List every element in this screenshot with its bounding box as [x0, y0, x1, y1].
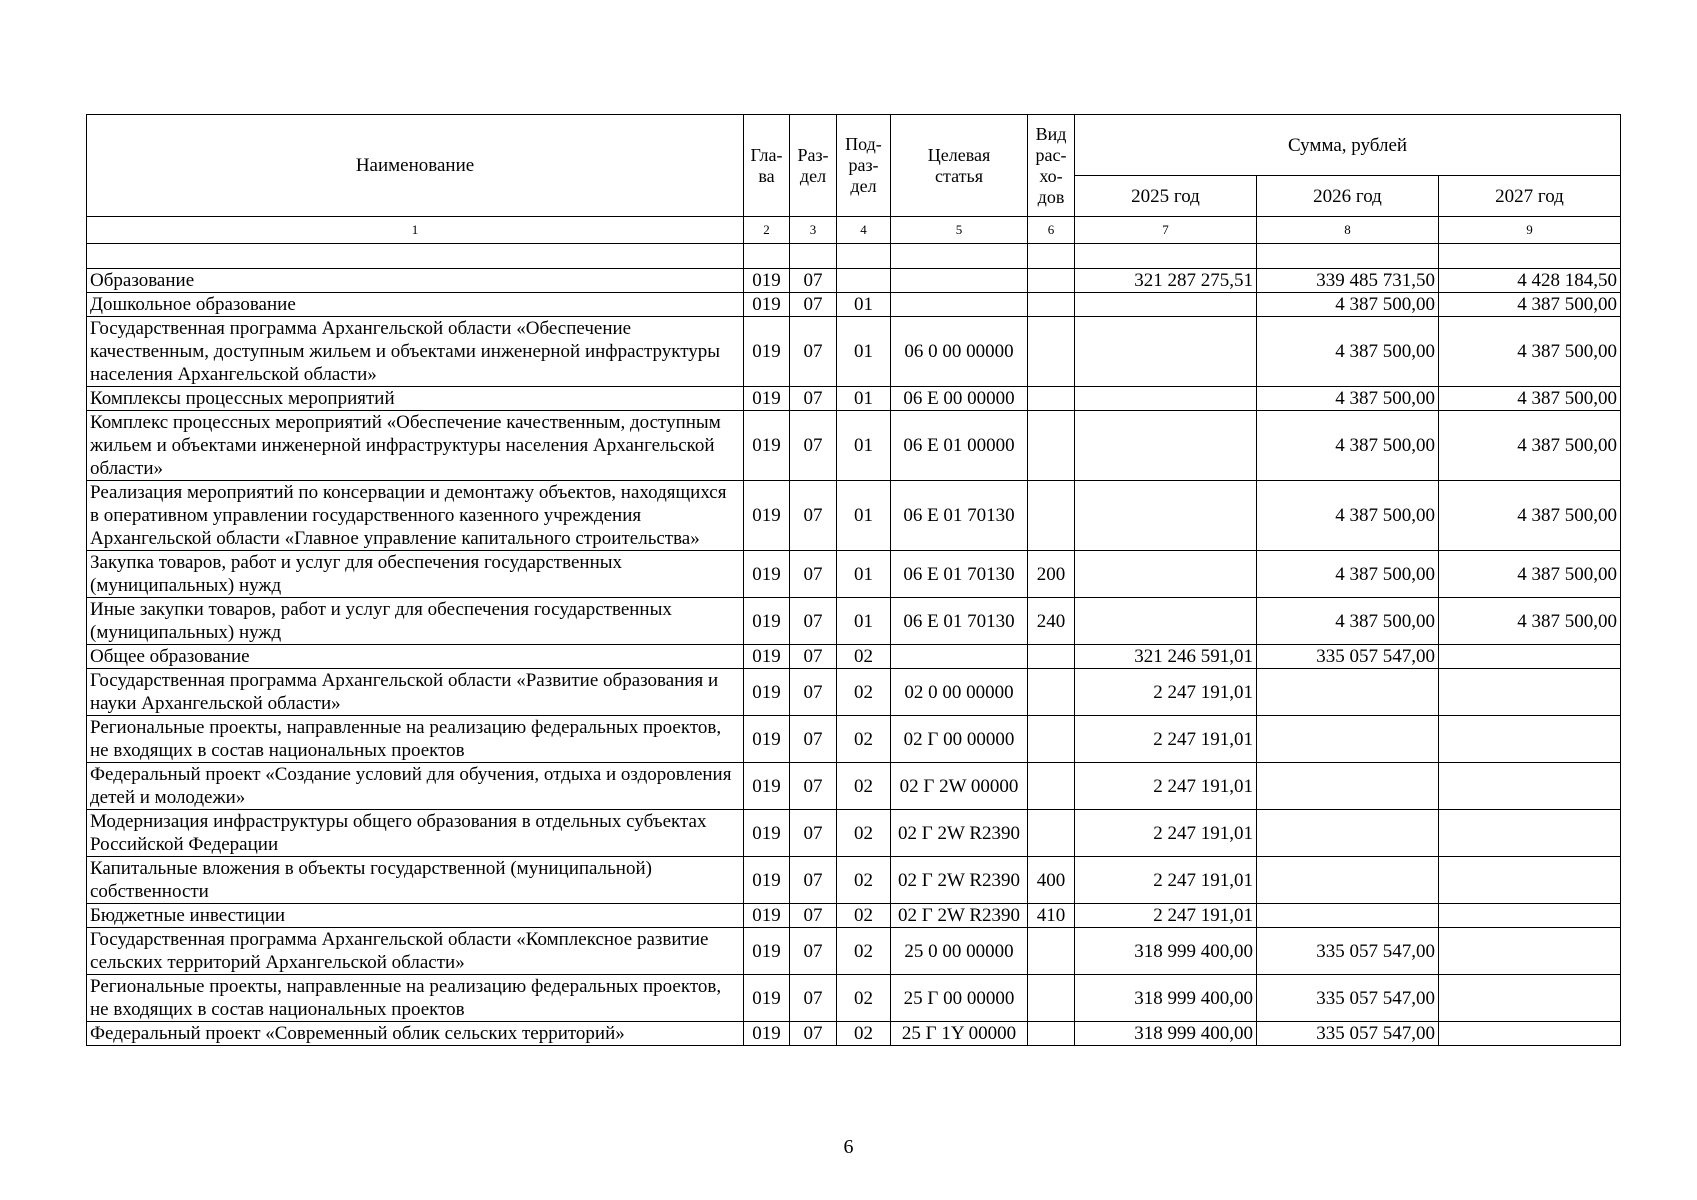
row-section: 07 — [790, 481, 837, 551]
row-chapter: 019 — [744, 551, 790, 598]
table-row — [87, 645, 1621, 669]
column-index-row — [87, 217, 1621, 244]
column-index: 9 — [1439, 217, 1621, 244]
table-body — [87, 269, 1621, 1046]
row-section: 07 — [790, 645, 837, 669]
row-name: Региональные проекты, направленные на реализацию федеральных проектов, не входящих в состав национальных проектов — [87, 975, 744, 1022]
row-chapter: 019 — [744, 293, 790, 317]
row-name: Модернизация инфраструктуры общего образования в отдельных субъектах Российской Федерации — [87, 810, 744, 857]
row-amount-2027: 4 387 500,00 — [1439, 411, 1621, 481]
row-amount-2027 — [1439, 669, 1621, 716]
row-chapter: 019 — [744, 269, 790, 293]
row-amount-2026: 4 387 500,00 — [1257, 551, 1439, 598]
row-amount-2026 — [1257, 857, 1439, 904]
row-amount-2027: 4 387 500,00 — [1439, 293, 1621, 317]
row-name: Федеральный проект «Современный облик сельских территорий» — [87, 1022, 744, 1046]
row-amount-2027 — [1439, 904, 1621, 928]
row-subsection: 01 — [837, 481, 891, 551]
row-target: 06 Е 01 70130 — [891, 598, 1028, 645]
row-chapter: 019 — [744, 763, 790, 810]
row-name: Образование — [87, 269, 744, 293]
row-target: 06 Е 00 00000 — [891, 387, 1028, 411]
row-name: Комплексы процессных мероприятий — [87, 387, 744, 411]
row-subsection: 02 — [837, 975, 891, 1022]
table-row — [87, 269, 1621, 293]
column-index: 5 — [891, 217, 1028, 244]
header-subsection: Под- раз- дел — [837, 115, 891, 217]
row-name: Дошкольное образование — [87, 293, 744, 317]
row-amount-2026 — [1257, 669, 1439, 716]
row-target: 25 0 00 00000 — [891, 928, 1028, 975]
row-subsection: 02 — [837, 669, 891, 716]
row-amount-2025 — [1075, 387, 1257, 411]
row-name: Государственная программа Архангельской области «Обеспечение качественным, доступным жильем и объектами инженерной инфраструктуры населения Архангельской области» — [87, 317, 744, 387]
row-target — [891, 293, 1028, 317]
row-subsection: 02 — [837, 928, 891, 975]
row-expense-type — [1028, 669, 1075, 716]
row-section: 07 — [790, 1022, 837, 1046]
row-expense-type — [1028, 975, 1075, 1022]
table-row — [87, 411, 1621, 481]
row-amount-2025: 2 247 191,01 — [1075, 763, 1257, 810]
row-amount-2027 — [1439, 1022, 1621, 1046]
row-chapter: 019 — [744, 669, 790, 716]
row-section: 07 — [790, 716, 837, 763]
page-number: 6 — [843, 1136, 854, 1158]
row-subsection: 01 — [837, 317, 891, 387]
row-amount-2027: 4 387 500,00 — [1439, 387, 1621, 411]
row-amount-2026: 4 387 500,00 — [1257, 293, 1439, 317]
table-row — [87, 928, 1621, 975]
table-row — [87, 598, 1621, 645]
row-section: 07 — [790, 904, 837, 928]
row-amount-2026: 335 057 547,00 — [1257, 928, 1439, 975]
row-amount-2026: 4 387 500,00 — [1257, 317, 1439, 387]
row-amount-2025 — [1075, 598, 1257, 645]
header-year-2027: 2027 год — [1439, 176, 1621, 217]
row-expense-type — [1028, 763, 1075, 810]
column-index: 7 — [1075, 217, 1257, 244]
row-chapter: 019 — [744, 645, 790, 669]
row-amount-2026 — [1257, 716, 1439, 763]
row-name: Региональные проекты, направленные на реализацию федеральных проектов, не входящих в состав национальных проектов — [87, 716, 744, 763]
row-name: Общее образование — [87, 645, 744, 669]
row-expense-type — [1028, 716, 1075, 763]
row-expense-type — [1028, 317, 1075, 387]
row-target: 06 0 00 00000 — [891, 317, 1028, 387]
table-row — [87, 810, 1621, 857]
column-index: 2 — [744, 217, 790, 244]
row-expense-type — [1028, 269, 1075, 293]
row-amount-2027 — [1439, 716, 1621, 763]
row-chapter: 019 — [744, 810, 790, 857]
table-row — [87, 857, 1621, 904]
row-amount-2025 — [1075, 293, 1257, 317]
header-target: Целевая статья — [891, 115, 1028, 217]
row-section: 07 — [790, 411, 837, 481]
row-expense-type — [1028, 481, 1075, 551]
row-chapter: 019 — [744, 481, 790, 551]
row-section: 07 — [790, 317, 837, 387]
row-expense-type — [1028, 645, 1075, 669]
row-amount-2027 — [1439, 810, 1621, 857]
row-amount-2026: 4 387 500,00 — [1257, 598, 1439, 645]
row-amount-2027 — [1439, 975, 1621, 1022]
header-year-2025: 2025 год — [1075, 176, 1257, 217]
table-row — [87, 669, 1621, 716]
row-amount-2027: 4 387 500,00 — [1439, 598, 1621, 645]
row-target: 06 Е 01 70130 — [891, 551, 1028, 598]
row-amount-2025: 318 999 400,00 — [1075, 1022, 1257, 1046]
row-section: 07 — [790, 293, 837, 317]
row-name: Капитальные вложения в объекты государственной (муниципальной) собственности — [87, 857, 744, 904]
header-expense-type: Вид рас- хо- дов — [1028, 115, 1075, 217]
row-amount-2027 — [1439, 928, 1621, 975]
row-target: 06 Е 01 70130 — [891, 481, 1028, 551]
table-row — [87, 904, 1621, 928]
row-amount-2025: 318 999 400,00 — [1075, 928, 1257, 975]
row-subsection: 02 — [837, 763, 891, 810]
row-section: 07 — [790, 669, 837, 716]
row-subsection: 01 — [837, 293, 891, 317]
row-amount-2026 — [1257, 810, 1439, 857]
row-target: 02 Г 2W R2390 — [891, 904, 1028, 928]
row-amount-2025: 321 246 591,01 — [1075, 645, 1257, 669]
header-name: Наименование — [87, 115, 744, 217]
row-subsection: 02 — [837, 716, 891, 763]
table-row — [87, 387, 1621, 411]
row-name: Комплекс процессных мероприятий «Обеспечение качественным, доступным жильем и объектами инженерной инфраструктуры населения Архангельской области» — [87, 411, 744, 481]
row-expense-type: 240 — [1028, 598, 1075, 645]
row-expense-type: 200 — [1028, 551, 1075, 598]
row-target: 25 Г 1Y 00000 — [891, 1022, 1028, 1046]
row-section: 07 — [790, 857, 837, 904]
row-name: Закупка товаров, работ и услуг для обеспечения государственных (муниципальных) нужд — [87, 551, 744, 598]
row-amount-2025 — [1075, 551, 1257, 598]
row-target: 02 Г 2W 00000 — [891, 763, 1028, 810]
row-section: 07 — [790, 810, 837, 857]
row-chapter: 019 — [744, 1022, 790, 1046]
table-row — [87, 481, 1621, 551]
row-chapter: 019 — [744, 904, 790, 928]
row-amount-2026: 335 057 547,00 — [1257, 1022, 1439, 1046]
row-amount-2025: 318 999 400,00 — [1075, 975, 1257, 1022]
row-chapter: 019 — [744, 857, 790, 904]
row-subsection: 02 — [837, 810, 891, 857]
column-index: 1 — [87, 217, 744, 244]
budget-table — [86, 114, 1621, 1046]
row-expense-type — [1028, 1022, 1075, 1046]
row-section: 07 — [790, 387, 837, 411]
row-target: 02 0 00 00000 — [891, 669, 1028, 716]
table-row — [87, 716, 1621, 763]
row-name: Бюджетные инвестиции — [87, 904, 744, 928]
row-section: 07 — [790, 975, 837, 1022]
row-name: Государственная программа Архангельской области «Развитие образования и науки Архангельской области» — [87, 669, 744, 716]
row-subsection: 02 — [837, 857, 891, 904]
row-section: 07 — [790, 928, 837, 975]
row-amount-2026: 4 387 500,00 — [1257, 411, 1439, 481]
row-target: 02 Г 2W R2390 — [891, 810, 1028, 857]
row-target: 06 Е 01 00000 — [891, 411, 1028, 481]
row-expense-type — [1028, 293, 1075, 317]
row-target: 02 Г 00 00000 — [891, 716, 1028, 763]
row-amount-2025: 2 247 191,01 — [1075, 669, 1257, 716]
row-amount-2025 — [1075, 411, 1257, 481]
table-row — [87, 317, 1621, 387]
row-subsection: 01 — [837, 411, 891, 481]
row-section: 07 — [790, 598, 837, 645]
table-row — [87, 551, 1621, 598]
row-amount-2027 — [1439, 857, 1621, 904]
row-amount-2026: 4 387 500,00 — [1257, 387, 1439, 411]
row-subsection: 02 — [837, 645, 891, 669]
header-section: Раз- дел — [790, 115, 837, 217]
row-expense-type — [1028, 387, 1075, 411]
row-chapter: 019 — [744, 411, 790, 481]
header-chapter: Гла- ва — [744, 115, 790, 217]
row-amount-2026: 4 387 500,00 — [1257, 481, 1439, 551]
row-amount-2025: 2 247 191,01 — [1075, 716, 1257, 763]
row-subsection: 01 — [837, 551, 891, 598]
row-amount-2027: 4 387 500,00 — [1439, 317, 1621, 387]
row-target: 25 Г 00 00000 — [891, 975, 1028, 1022]
row-subsection: 02 — [837, 904, 891, 928]
row-expense-type — [1028, 411, 1075, 481]
row-chapter: 019 — [744, 317, 790, 387]
column-index: 6 — [1028, 217, 1075, 244]
row-amount-2025 — [1075, 481, 1257, 551]
row-expense-type: 400 — [1028, 857, 1075, 904]
header-year-2026: 2026 год — [1257, 176, 1439, 217]
row-amount-2027 — [1439, 645, 1621, 669]
table-row — [87, 1022, 1621, 1046]
row-subsection: 01 — [837, 598, 891, 645]
row-amount-2027 — [1439, 763, 1621, 810]
row-chapter: 019 — [744, 928, 790, 975]
table-row — [87, 975, 1621, 1022]
row-amount-2026: 339 485 731,50 — [1257, 269, 1439, 293]
row-expense-type — [1028, 928, 1075, 975]
table-row — [87, 763, 1621, 810]
row-target: 02 Г 2W R2390 — [891, 857, 1028, 904]
row-name: Государственная программа Архангельской области «Комплексное развитие сельских территорий Архангельской области» — [87, 928, 744, 975]
row-amount-2027: 4 428 184,50 — [1439, 269, 1621, 293]
row-amount-2027: 4 387 500,00 — [1439, 481, 1621, 551]
row-amount-2025 — [1075, 317, 1257, 387]
row-amount-2026: 335 057 547,00 — [1257, 975, 1439, 1022]
row-subsection — [837, 269, 891, 293]
row-target — [891, 269, 1028, 293]
row-target — [891, 645, 1028, 669]
row-subsection: 01 — [837, 387, 891, 411]
column-index: 8 — [1257, 217, 1439, 244]
column-index: 3 — [790, 217, 837, 244]
row-amount-2025: 2 247 191,01 — [1075, 857, 1257, 904]
header-sum: Сумма, рублей — [1075, 115, 1621, 176]
row-chapter: 019 — [744, 975, 790, 1022]
row-name: Федеральный проект «Создание условий для обучения, отдыха и оздоровления детей и молодежи» — [87, 763, 744, 810]
row-section: 07 — [790, 763, 837, 810]
row-chapter: 019 — [744, 598, 790, 645]
row-expense-type: 410 — [1028, 904, 1075, 928]
row-name: Иные закупки товаров, работ и услуг для обеспечения государственных (муниципальных) нужд — [87, 598, 744, 645]
row-expense-type — [1028, 810, 1075, 857]
row-amount-2027: 4 387 500,00 — [1439, 551, 1621, 598]
row-amount-2025: 321 287 275,51 — [1075, 269, 1257, 293]
column-index: 4 — [837, 217, 891, 244]
blank-row — [87, 244, 1621, 269]
row-amount-2026 — [1257, 763, 1439, 810]
table-row — [87, 293, 1621, 317]
row-section: 07 — [790, 269, 837, 293]
row-amount-2025: 2 247 191,01 — [1075, 904, 1257, 928]
row-amount-2026: 335 057 547,00 — [1257, 645, 1439, 669]
row-amount-2025: 2 247 191,01 — [1075, 810, 1257, 857]
row-chapter: 019 — [744, 716, 790, 763]
row-chapter: 019 — [744, 387, 790, 411]
row-section: 07 — [790, 551, 837, 598]
row-name: Реализация мероприятий по консервации и демонтажу объектов, находящихся в оперативном управлении государственного казенного учреждения Архангельской области «Главное управление капитального строительства» — [87, 481, 744, 551]
row-amount-2026 — [1257, 904, 1439, 928]
row-subsection: 02 — [837, 1022, 891, 1046]
